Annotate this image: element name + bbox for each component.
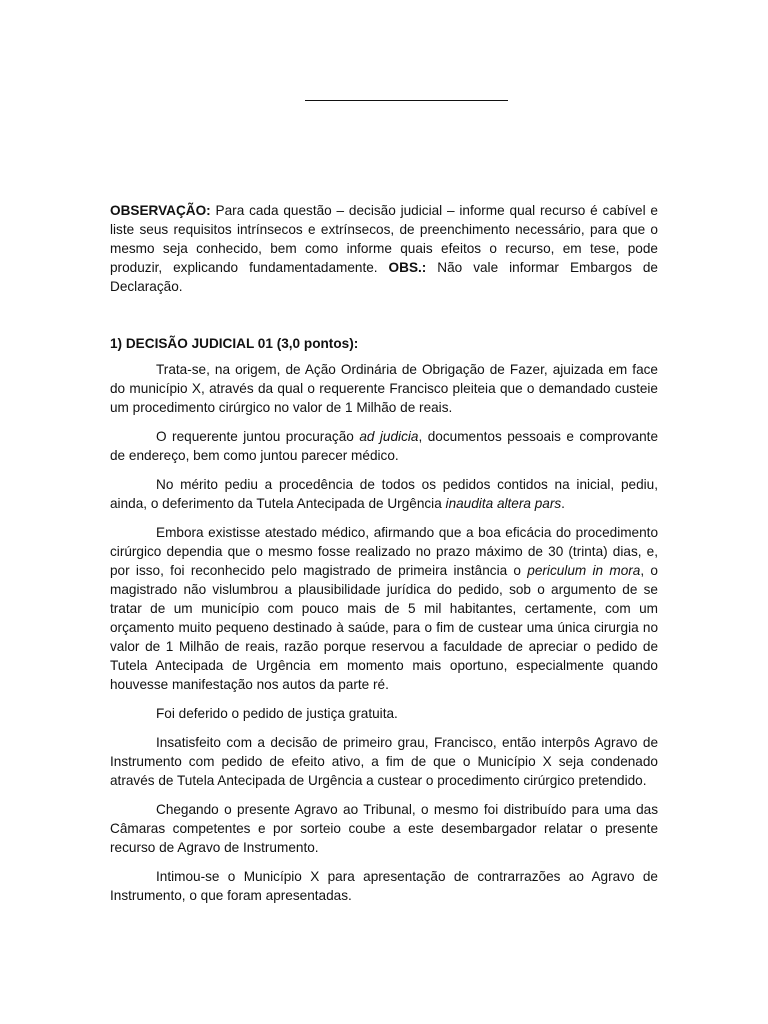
paragraph-4 [110, 523, 658, 694]
paragraph-2-text-a: O requerente juntou procuração [156, 429, 360, 444]
section-title: 1) DECISÃO JUDICIAL 01 (3,0 pontos): [110, 336, 359, 351]
paragraph-3-text-b: . [561, 496, 565, 511]
observation-paragraph [110, 201, 658, 296]
paragraph-3-text-a: No mérito pediu a procedência de todos os pedidos contidos na inicial, pediu, ainda, o deferimento da Tutela Antecipada de Urgência [110, 477, 658, 511]
paragraph-4-italic: periculum in mora [527, 563, 641, 578]
paragraph-8: Intimou-se o Município X para apresentação de contrarrazões ao Agravo de Instrumento, o que foram apresentadas. [110, 869, 658, 903]
paragraph-5: Foi deferido o pedido de justiça gratuita. [156, 706, 398, 721]
observation-label: OBSERVAÇÃO: [110, 203, 211, 218]
document-body [110, 201, 658, 915]
obs-text: Não vale informar Embargos de Declaração. [110, 260, 658, 294]
paragraph-2-italic: ad judicia [359, 429, 419, 444]
paragraph-2 [110, 427, 658, 465]
paragraph-4-text-b: , o magistrado não vislumbrou a plausibilidade jurídica do pedido, sob o argumento de se tratar de um município com pouco mais de 5 mil habitantes, certamente, com um orçamento muito pequeno destinado à saúde, para o fim de custear uma única cirurgia no valor de 1 Milhão de reais, razão porque reservou a faculdade de apreciar o pedido de Tutela Antecipada de Urgência em momento mais oportuno, especialmente quando houvesse manifestação nos autos da parte ré. [110, 563, 658, 692]
paragraph-1: Trata-se, na origem, de Ação Ordinária de Obrigação de Fazer, ajuizada em face do município X, através da qual o requerente Francisco pleiteia que o demandado custeie um procedimento cirúrgico no valor de 1 Milhão de reais. [110, 362, 658, 415]
paragraph-6: Insatisfeito com a decisão de primeiro grau, Francisco, então interpôs Agravo de Instrumento com pedido de efeito ativo, a fim de que o Município X seja condenado através de Tutela Antecipada de Urgência a custear o procedimento cirúrgico pretendido. [110, 735, 658, 788]
signature-line [305, 100, 508, 101]
paragraph-3 [110, 475, 658, 513]
observation-text: Para cada questão – decisão judicial – informe qual recurso é cabível e liste seus requisitos intrínsecos e extrínsecos, de preenchimento necessário, para que o mesmo seja conhecido, bem como informe quais efeitos o recurso, em tese, pode produzir, explicando fundamentadamente. [110, 203, 658, 275]
paragraph-7: Chegando o presente Agravo ao Tribunal, o mesmo foi distribuído para uma das Câmaras competentes e por sorteio coube a este desembargador relatar o presente recurso de Agravo de Instrumento. [110, 802, 658, 855]
paragraph-3-italic: inaudita altera pars [445, 496, 562, 511]
paragraph-2-text-b: , documentos pessoais e comprovante de endereço, bem como juntou parecer médico. [110, 429, 659, 463]
obs-label: OBS.: [388, 260, 427, 275]
paragraph-4-text-a: Embora existisse atestado médico, afirmando que a boa eficácia do procedimento cirúrgico dependia que o mesmo fosse realizado no prazo máximo de 30 (trinta) dias, e, por isso, foi reconhecido pelo magistrado de primeira instância o [110, 525, 658, 578]
